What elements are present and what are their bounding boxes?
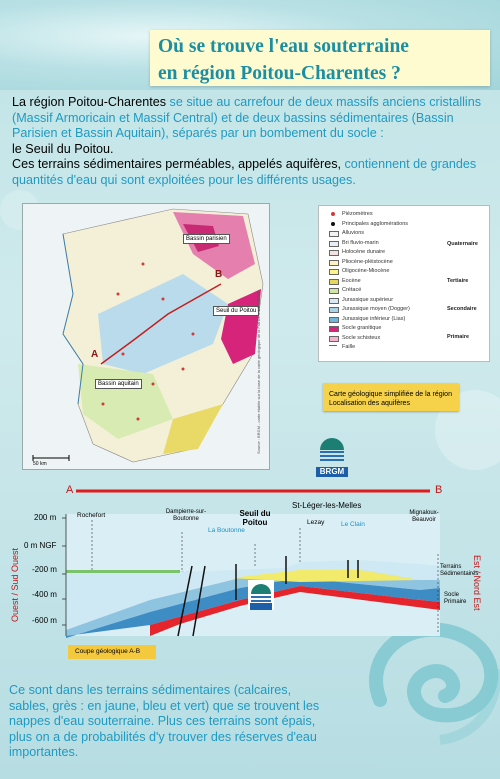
place-dampierre: Dampierre-sur-Boutonne bbox=[165, 509, 207, 522]
map-scale: 50 km bbox=[33, 461, 47, 467]
intro-seuil: le Seuil du Poitou. bbox=[12, 141, 114, 156]
intro-description: se situe au carrefour de deux massifs anciens cristallins (Massif Armoricain et Massif Central) et de deux bassins sédimentaires (Bassin Parisien et Bassin Aquitain), séparés par un bombement du socle : bbox=[12, 95, 482, 141]
y-tick-minus-600: -600 m bbox=[32, 616, 57, 625]
legend-swatch bbox=[329, 326, 339, 332]
legend-label: Socle granitique bbox=[342, 325, 382, 331]
legend-swatch bbox=[329, 307, 339, 313]
legend-label: Holocène dunaire bbox=[342, 249, 386, 255]
map-label-bassin-aquitain: Bassin aquitain bbox=[95, 379, 142, 389]
map-label-seuil-poitou: Seuil du Poitou bbox=[213, 306, 259, 316]
map-label-bassin-parisien: Bassin parisien bbox=[183, 234, 230, 244]
y-tick-minus-200: -200 m bbox=[32, 565, 57, 574]
brgm-logo-icon bbox=[316, 432, 348, 462]
outro-text: Ce sont dans les terrains sédimentaires (calcaires, sables, grès : en jaune, bleu et vert) que se trouvent les nappes d'eau souterraine. Plus ces terrains sont épais, plus on a de probabilités d'y trouver des réserves d'eau importantes. bbox=[9, 683, 320, 759]
map-credit: Source : BRGM - carte établie sur la base de la carte géologique de la France à 1/1 000 000 bbox=[256, 290, 261, 454]
legend-swatch bbox=[329, 231, 339, 237]
legend-label: Pliocène-pléistocène bbox=[342, 258, 393, 265]
intro-region: La région Poitou-Charentes bbox=[12, 95, 167, 109]
place-st-leger: St-Léger-les-Melles bbox=[292, 501, 362, 510]
legend-swatch bbox=[329, 336, 339, 342]
cross-section-title: Coupe géologique A-B bbox=[68, 645, 156, 659]
legend-swatch bbox=[329, 241, 339, 247]
left-axis-label: Ouest / Sud Ouest bbox=[10, 547, 20, 622]
intro-text bbox=[12, 95, 498, 189]
legend-swatch bbox=[329, 279, 339, 285]
map-point-a: A bbox=[91, 349, 99, 360]
legend-group: Primaire bbox=[447, 334, 470, 340]
legend-label: Socle schisteux bbox=[342, 334, 381, 341]
legend-label: Principales agglomérations bbox=[342, 220, 409, 227]
legend-swatch bbox=[329, 250, 339, 256]
legend-swatch bbox=[329, 269, 339, 275]
legend-swatch bbox=[329, 298, 339, 304]
right-axis-label: Est / Nord Est bbox=[472, 555, 482, 611]
map-caption bbox=[323, 383, 459, 411]
legend-label: Jurassique supérieur bbox=[342, 296, 394, 303]
legend-swatch bbox=[329, 288, 339, 294]
caption-line-1: Carte géologique simplifiée de la région bbox=[329, 391, 452, 398]
legend-group: Tertiaire bbox=[447, 278, 469, 284]
legend-label: Crétacé bbox=[342, 287, 362, 293]
page-title bbox=[158, 33, 498, 87]
legend-group: Secondaire bbox=[447, 306, 477, 312]
place-rochefort: Rochefort bbox=[77, 512, 106, 519]
section-point-a: A bbox=[66, 484, 74, 496]
legend-label: Bri fluvio-marin bbox=[342, 239, 379, 246]
legend-swatch bbox=[329, 260, 339, 266]
legend-label: Jurassique moyen (Dogger) bbox=[342, 306, 410, 312]
legend-label: Jurassique inférieur (Lias) bbox=[342, 315, 406, 322]
legend-swatch bbox=[329, 345, 337, 346]
place-seuil-poitou: Seuil du Poitou bbox=[239, 509, 271, 527]
place-mignaloux: Mignaloux-Beauvoir bbox=[409, 510, 439, 523]
y-tick-0: 0 m NGF bbox=[24, 541, 57, 550]
map-drawing bbox=[23, 204, 269, 469]
legend-label: Faille bbox=[342, 344, 356, 350]
caption-line-2: Localisation des aquifères bbox=[329, 400, 410, 407]
legend-swatch bbox=[331, 222, 335, 226]
title-line-1: Où se trouve l'eau souterraine bbox=[158, 36, 409, 57]
legend-swatch bbox=[329, 317, 339, 323]
section-point-b: B bbox=[435, 484, 443, 496]
geological-cross-section bbox=[0, 480, 500, 640]
legend-group: Quaternaire bbox=[447, 241, 478, 247]
y-tick-200: 200 m bbox=[34, 513, 57, 522]
title-line-2: en région Poitou-Charentes ? bbox=[158, 63, 401, 84]
label-terrains-sedimentaires: Terrains Sédimentaires bbox=[440, 564, 479, 577]
map-legend bbox=[318, 205, 490, 362]
place-lezay: Lezay bbox=[307, 519, 325, 526]
y-tick-minus-400: -400 m bbox=[32, 590, 57, 599]
geological-map bbox=[22, 203, 270, 470]
legend-swatch bbox=[331, 212, 335, 216]
intro-aquiferes: Ces terrains sédimentaires perméables, appelés aquifères, bbox=[12, 157, 342, 172]
legend-label: Oligocène-Miocène bbox=[342, 268, 390, 274]
label-socle-primaire: Socle Primaire bbox=[444, 592, 467, 605]
river-clain: Le Clain bbox=[341, 521, 365, 528]
legend-label: Piézomètres bbox=[342, 211, 373, 217]
intro-usages: contiennent de grandes quantités d'eau qui sont exploitées pour les différents usages. bbox=[12, 157, 477, 187]
legend-label: Alluvions bbox=[342, 230, 365, 236]
river-boutonne: La Boutonne bbox=[208, 527, 245, 534]
legend-label: Eocène bbox=[342, 277, 361, 284]
brgm-logo-text: BRGM bbox=[316, 467, 348, 477]
map-point-b: B bbox=[215, 269, 223, 280]
brgm-logo bbox=[316, 432, 348, 476]
